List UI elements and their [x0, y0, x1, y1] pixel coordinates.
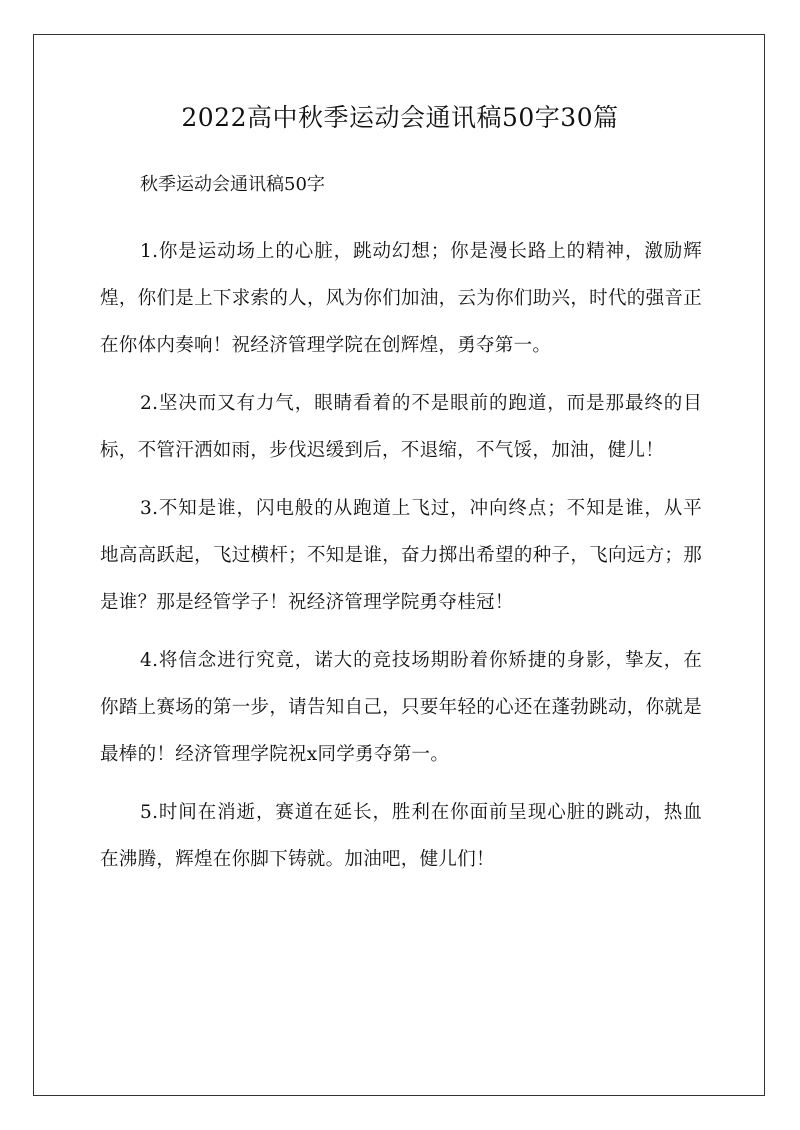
paragraph-5: 5.时间在消逝，赛道在延长，胜利在你面前呈现心脏的跳动，热血在沸腾，辉煌在你脚下铸就。加油吧，健儿们！	[100, 802, 702, 870]
document-body	[100, 162, 702, 894]
paragraph-4: 4.将信念进行究竟，诺大的竞技场期盼着你矫捷的身影，挚友，在你踏上赛场的第一步，请告知自己，只要年轻的心还在蓬勃跳动，你就是最棒的！经济管理学院祝x同学勇夺第一。	[100, 650, 702, 765]
paragraph-2: 2.坚决而又有力气，眼睛看着的不是眼前的跑道，而是那最终的目标，不管汗洒如雨，步伐迟缓到后，不退缩，不气馁，加油，健儿！	[100, 393, 702, 461]
document-title: 2022高中秋季运动会通讯稿50字30篇	[181, 103, 619, 132]
paragraph-3: 3.不知是谁，闪电般的从跑道上飞过，冲向终点；不知是谁，从平地高高跃起，飞过横杆；不知是谁，奋力掷出希望的种子，飞向远方；那是谁？那是经管学子！祝经济管理学院勇夺桂冠！	[100, 498, 702, 613]
section-subtitle: 秋季运动会通讯稿50字	[140, 174, 325, 195]
paragraph-1: 1.你是运动场上的心脏，跳动幻想；你是漫长路上的精神，激励辉煌，你们是上下求索的人，风为你们加油，云为你们助兴，时代的强音正在你体内奏响！祝经济管理学院在创辉煌，勇夺第一。	[100, 241, 702, 356]
